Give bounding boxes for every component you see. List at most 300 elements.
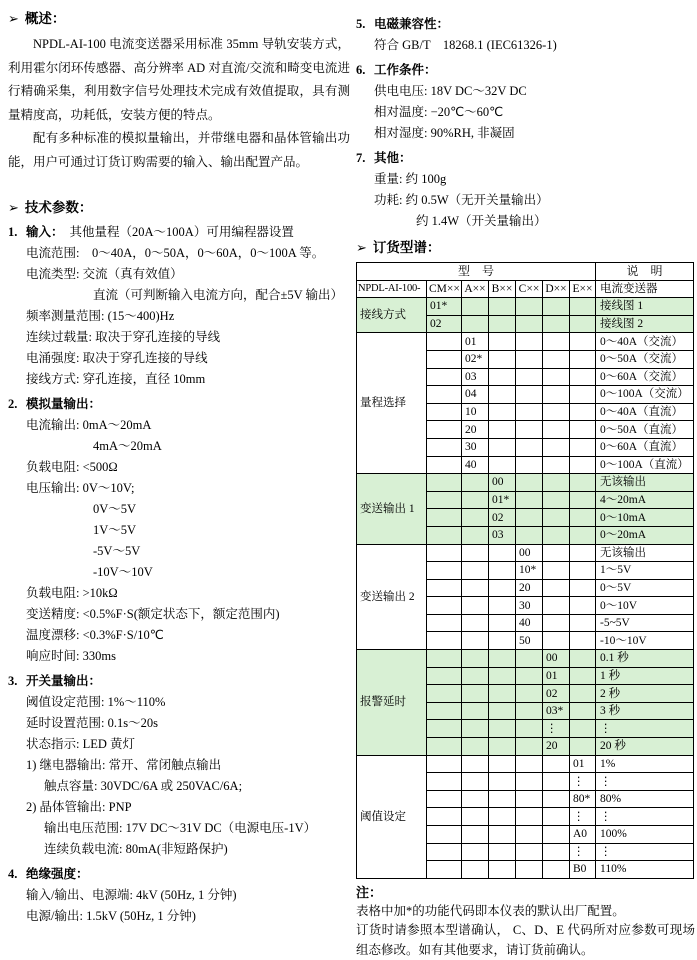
spec-section: [8, 394, 350, 667]
tech-params-title: 技术参数：: [24, 200, 93, 215]
order-empty-cell: [543, 315, 570, 333]
order-empty-cell: [489, 843, 516, 861]
order-empty-cell: [543, 456, 570, 474]
order-desc-cell: 0～50A（直流）: [596, 421, 694, 439]
order-empty-cell: [543, 826, 570, 844]
order-code-cell: 02: [489, 509, 516, 527]
spec-section-title: 绝缘强度：: [26, 867, 89, 881]
order-desc-cell: -10～10V: [596, 632, 694, 650]
order-desc-cell: 20 秒: [596, 738, 694, 756]
note-line: 订货时请参照本型谱确认， C、D、E 代码所对应参数可现场组态修改。如有其他要求，请订货前确认。: [356, 923, 695, 957]
order-empty-cell: [462, 667, 489, 685]
order-empty-cell: [516, 843, 543, 861]
spec-section-heading: [356, 14, 695, 35]
order-empty-cell: [516, 456, 543, 474]
order-desc-cell: ⋮: [596, 773, 694, 791]
order-empty-cell: [462, 526, 489, 544]
order-code-cell: 01: [570, 755, 596, 773]
spec-section-title: 输入：: [26, 225, 64, 239]
spec-section-heading: [356, 148, 695, 169]
order-desc-cell: 0～5V: [596, 579, 694, 597]
order-empty-cell: [543, 544, 570, 562]
order-empty-cell: [489, 773, 516, 791]
order-code-cell: 50: [516, 632, 543, 650]
spec-line: 触点容量: 30VDC/6A 或 250VAC/6A;: [44, 779, 243, 793]
order-empty-cell: [543, 632, 570, 650]
order-empty-cell: [462, 509, 489, 527]
spec-line: 功耗: 约 0.5W（无开关量输出）: [374, 193, 549, 207]
order-empty-cell: [427, 861, 462, 879]
order-code-cell: 10: [462, 403, 489, 421]
note-title: 注：: [356, 884, 383, 900]
spec-line: 阈值设定范围: 1%～110%: [26, 695, 166, 709]
spec-line: 1V～5V: [93, 523, 137, 537]
order-desc-cell: 无该输出: [596, 544, 694, 562]
order-empty-cell: [543, 614, 570, 632]
order-empty-cell: [427, 597, 462, 615]
spec-section-heading: [356, 60, 695, 81]
order-empty-cell: [570, 738, 596, 756]
order-empty-cell: [489, 702, 516, 720]
order-empty-cell: [427, 790, 462, 808]
order-empty-cell: [570, 298, 596, 316]
order-desc-cell: ⋮: [596, 720, 694, 738]
order-empty-cell: [543, 843, 570, 861]
order-empty-cell: [516, 421, 543, 439]
order-empty-cell: [462, 720, 489, 738]
order-empty-cell: [570, 544, 596, 562]
spec-section-number: 5.: [356, 17, 366, 31]
order-empty-cell: [516, 826, 543, 844]
order-header-desc: 说 明: [596, 263, 694, 281]
tech-params-heading: [8, 199, 350, 217]
order-code-cell: B0: [570, 861, 596, 879]
order-desc-cell: 0～10mA: [596, 509, 694, 527]
order-empty-cell: [489, 597, 516, 615]
order-empty-cell: [543, 597, 570, 615]
overview-heading: [8, 10, 350, 28]
order-code-cell: 30: [516, 597, 543, 615]
spec-line: 电压输出: 0V～10V;: [26, 481, 135, 495]
order-code-cell: 03*: [543, 702, 570, 720]
order-empty-cell: [516, 438, 543, 456]
order-empty-cell: [570, 562, 596, 580]
order-code-column-header: B××: [489, 280, 516, 298]
order-section-label: 变送输出 2: [357, 544, 427, 650]
order-empty-cell: [489, 790, 516, 808]
order-empty-cell: [543, 421, 570, 439]
order-model-prefix: NPDL-AI-100-: [357, 280, 427, 298]
order-option-row: [357, 333, 694, 351]
order-empty-cell: [516, 509, 543, 527]
spec-line: 4mA～20mA: [93, 439, 162, 453]
order-table-header-row: [357, 263, 694, 281]
order-empty-cell: [570, 386, 596, 404]
spec-section-title: 工作条件：: [374, 63, 437, 77]
right-spec-sections: [356, 14, 695, 232]
order-empty-cell: [427, 720, 462, 738]
order-empty-cell: [516, 738, 543, 756]
order-desc-cell: 110%: [596, 861, 694, 879]
order-empty-cell: [489, 421, 516, 439]
order-empty-cell: [462, 562, 489, 580]
order-empty-cell: [516, 403, 543, 421]
spec-line: 电流类型: 交流（真有效值）: [26, 267, 183, 281]
spec-section-suffix: 其他量程（20A～100A）可用编程器设置: [69, 225, 294, 239]
order-empty-cell: [427, 421, 462, 439]
order-section-label: 变送输出 1: [357, 474, 427, 544]
order-empty-cell: [570, 720, 596, 738]
order-guide-title: 订货型谱：: [372, 240, 441, 255]
order-empty-cell: [427, 738, 462, 756]
order-guide-heading: [356, 239, 695, 257]
order-code-cell: 02: [427, 315, 462, 333]
order-code-cell: 20: [462, 421, 489, 439]
spec-section: [8, 671, 350, 860]
order-empty-cell: [489, 438, 516, 456]
order-empty-cell: [489, 544, 516, 562]
order-empty-cell: [427, 368, 462, 386]
order-empty-cell: [570, 350, 596, 368]
order-empty-cell: [427, 773, 462, 791]
order-empty-cell: [516, 298, 543, 316]
order-empty-cell: [570, 333, 596, 351]
order-code-column-header: A××: [462, 280, 489, 298]
spec-section-title: 开关量输出：: [26, 674, 102, 688]
spec-section-title: 模拟量输出：: [26, 397, 102, 411]
order-model-table: [356, 262, 694, 879]
order-empty-cell: [462, 843, 489, 861]
order-code-column-header: E××: [570, 280, 596, 298]
order-empty-cell: [543, 386, 570, 404]
tech-spec-sections: [8, 222, 350, 927]
order-empty-cell: [543, 298, 570, 316]
order-empty-cell: [489, 861, 516, 879]
order-empty-cell: [489, 456, 516, 474]
spec-section-heading: [8, 394, 350, 415]
order-empty-cell: [570, 685, 596, 703]
order-empty-cell: [462, 808, 489, 826]
order-empty-cell: [427, 702, 462, 720]
spec-section-title: 其他：: [374, 151, 412, 165]
order-code-cell: ⋮: [570, 843, 596, 861]
order-empty-cell: [543, 579, 570, 597]
order-code-cell: 40: [462, 456, 489, 474]
order-desc-cell: 1 秒: [596, 667, 694, 685]
order-empty-cell: [489, 826, 516, 844]
order-empty-cell: [543, 350, 570, 368]
order-code-cell: 01: [462, 333, 489, 351]
order-desc-cell: 接线图 1: [596, 298, 694, 316]
order-empty-cell: [427, 843, 462, 861]
order-empty-cell: [427, 755, 462, 773]
order-empty-cell: [543, 526, 570, 544]
order-empty-cell: [543, 438, 570, 456]
spec-line: 相对湿度: 90%RH, 非凝固: [374, 126, 515, 140]
order-empty-cell: [427, 526, 462, 544]
order-model-row: [357, 280, 694, 298]
spec-section-heading: [8, 864, 350, 885]
order-empty-cell: [462, 632, 489, 650]
order-empty-cell: [427, 667, 462, 685]
order-option-row: [357, 544, 694, 562]
order-code-cell: 00: [543, 650, 570, 668]
order-empty-cell: [516, 667, 543, 685]
order-empty-cell: [570, 579, 596, 597]
order-empty-cell: [516, 474, 543, 492]
order-empty-cell: [516, 491, 543, 509]
order-section-label: 报警延时: [357, 650, 427, 756]
spec-line: 重量: 约 100g: [374, 172, 447, 186]
order-empty-cell: [543, 562, 570, 580]
order-empty-cell: [427, 579, 462, 597]
order-code-cell: 10*: [516, 562, 543, 580]
order-empty-cell: [570, 597, 596, 615]
spec-line: 电流输出: 0mA～20mA: [26, 418, 152, 432]
order-code-cell: 04: [462, 386, 489, 404]
order-empty-cell: [462, 474, 489, 492]
order-empty-cell: [489, 298, 516, 316]
spec-line: 状态指示: LED 黄灯: [26, 737, 136, 751]
spec-line: 频率测量范围: (15～400)Hz: [26, 309, 175, 323]
order-desc-cell: 2 秒: [596, 685, 694, 703]
order-empty-cell: [543, 403, 570, 421]
note-line: 表格中加*的功能代码即本仪表的默认出厂配置。: [356, 903, 625, 918]
spec-line: 电流范围: 0～40A，0～50A，0～60A，0～100A 等。: [26, 246, 325, 260]
order-desc-cell: 3 秒: [596, 702, 694, 720]
order-empty-cell: [427, 562, 462, 580]
order-empty-cell: [427, 491, 462, 509]
order-empty-cell: [570, 614, 596, 632]
order-empty-cell: [489, 685, 516, 703]
order-desc-cell: 4～20mA: [596, 491, 694, 509]
order-code-cell: 20: [516, 579, 543, 597]
spec-section-number: 7.: [356, 151, 366, 165]
order-desc-cell: 0～100A（直流）: [596, 456, 694, 474]
spec-section: [356, 148, 695, 232]
order-empty-cell: [462, 544, 489, 562]
order-option-row: [357, 298, 694, 316]
spec-section-number: 3.: [8, 674, 18, 688]
order-empty-cell: [516, 790, 543, 808]
order-empty-cell: [543, 491, 570, 509]
order-empty-cell: [427, 685, 462, 703]
order-empty-cell: [516, 315, 543, 333]
order-code-cell: 20: [543, 738, 570, 756]
order-desc-cell: 0～10V: [596, 597, 694, 615]
order-empty-cell: [489, 614, 516, 632]
spec-line: 接线方式: 穿孔连接，直径 10mm: [26, 372, 206, 386]
spec-line: 符合 GB/T 18268.1 (IEC61326-1): [374, 38, 557, 52]
order-empty-cell: [570, 368, 596, 386]
order-empty-cell: [543, 808, 570, 826]
order-option-row: [357, 474, 694, 492]
spec-line: 电源/输出: 1.5kV (50Hz, 1 分钟): [26, 909, 196, 923]
order-empty-cell: [427, 826, 462, 844]
order-empty-cell: [570, 526, 596, 544]
order-code-cell: 03: [462, 368, 489, 386]
order-empty-cell: [516, 702, 543, 720]
order-empty-cell: [570, 491, 596, 509]
spec-section: [8, 864, 350, 927]
order-empty-cell: [516, 808, 543, 826]
order-empty-cell: [427, 614, 462, 632]
order-code-cell: 02: [543, 685, 570, 703]
order-code-column-header: D××: [543, 280, 570, 298]
order-empty-cell: [489, 720, 516, 738]
order-empty-cell: [570, 438, 596, 456]
order-section-label: 量程选择: [357, 333, 427, 474]
spec-line: 输出电压范围: 17V DC～31V DC（电源电压-1V）: [44, 821, 317, 835]
order-code-cell: 02*: [462, 350, 489, 368]
spec-line: 相对温度: −20℃～60℃: [374, 105, 504, 119]
order-empty-cell: [543, 755, 570, 773]
order-desc-cell: 100%: [596, 826, 694, 844]
order-desc-cell: 0～40A（交流）: [596, 333, 694, 351]
order-empty-cell: [570, 315, 596, 333]
order-empty-cell: [489, 579, 516, 597]
order-empty-cell: [462, 755, 489, 773]
order-empty-cell: [427, 509, 462, 527]
order-header-model: 型 号: [357, 263, 596, 281]
order-desc-cell: 0～60A（直流）: [596, 438, 694, 456]
order-desc-cell: ⋮: [596, 843, 694, 861]
order-code-cell: 01: [543, 667, 570, 685]
order-section-label: 阈值设定: [357, 755, 427, 878]
spec-section-heading: [8, 671, 350, 692]
order-empty-cell: [427, 474, 462, 492]
order-empty-cell: [543, 861, 570, 879]
order-desc-cell: 80%: [596, 790, 694, 808]
spec-line: 变送精度: <0.5%F·S(额定状态下，额定范围内): [26, 607, 280, 621]
spec-line: 温度漂移: <0.3%F·S/10℃: [26, 628, 164, 642]
spec-line: 直流（可判断输入电流方向，配合±5V 输出）: [93, 288, 344, 302]
order-empty-cell: [570, 509, 596, 527]
order-empty-cell: [543, 773, 570, 791]
order-empty-cell: [516, 861, 543, 879]
spec-line: 供电电压: 18V DC～32V DC: [374, 84, 527, 98]
order-empty-cell: [516, 650, 543, 668]
order-desc-cell: 0～100A（交流）: [596, 386, 694, 404]
order-code-cell: 00: [489, 474, 516, 492]
order-empty-cell: [462, 702, 489, 720]
order-empty-cell: [516, 526, 543, 544]
order-empty-cell: [462, 861, 489, 879]
order-code-cell: 30: [462, 438, 489, 456]
order-empty-cell: [570, 667, 596, 685]
order-empty-cell: [489, 315, 516, 333]
order-desc-cell: 1～5V: [596, 562, 694, 580]
order-empty-cell: [489, 808, 516, 826]
order-empty-cell: [427, 403, 462, 421]
spec-line: 负载电阻: <500Ω: [26, 460, 118, 474]
spec-section: [8, 222, 350, 390]
left-column: [8, 10, 356, 960]
order-code-cell: ⋮: [570, 773, 596, 791]
right-column: [356, 10, 695, 960]
order-empty-cell: [489, 650, 516, 668]
spec-section-number: 6.: [356, 63, 366, 77]
order-desc-cell: 1%: [596, 755, 694, 773]
order-desc-cell: 0～40A（直流）: [596, 403, 694, 421]
order-empty-cell: [427, 333, 462, 351]
order-empty-cell: [516, 720, 543, 738]
order-empty-cell: [570, 456, 596, 474]
order-empty-cell: [570, 702, 596, 720]
order-model-desc: 电流变送器: [596, 280, 694, 298]
spec-line: 输入/输出、电源端: 4kV (50Hz, 1 分钟): [26, 888, 237, 902]
order-desc-cell: -5~5V: [596, 614, 694, 632]
order-empty-cell: [462, 579, 489, 597]
order-empty-cell: [543, 333, 570, 351]
spec-line: -5V～5V: [93, 544, 141, 558]
order-code-cell: ⋮: [570, 808, 596, 826]
arrow-bullet-icon: ➢: [8, 11, 19, 26]
order-empty-cell: [462, 685, 489, 703]
order-section-label: 接线方式: [357, 298, 427, 333]
arrow-bullet-icon: ➢: [8, 200, 19, 215]
order-empty-cell: [489, 350, 516, 368]
note-section: [356, 884, 695, 960]
order-empty-cell: [489, 333, 516, 351]
spec-section-title: 电磁兼容性：: [374, 17, 450, 31]
spec-section-number: 4.: [8, 867, 18, 881]
order-empty-cell: [489, 632, 516, 650]
spec-line: 响应时间: 330ms: [26, 649, 116, 663]
order-empty-cell: [570, 421, 596, 439]
overview-paragraph: NPDL-AI-100 电流变送器采用标准 35mm 导轨安装方式，利用霍尔闭环传感器、高分辨率 AD 对直流/交流和畸变电流进行精确采集，利用数字信号处理技术完成有效值提取，具有测量精度高，功耗低，安装方便的特点。: [8, 37, 350, 122]
spec-section-number: 2.: [8, 397, 18, 411]
order-empty-cell: [489, 755, 516, 773]
spec-line: 负载电阻: >10kΩ: [26, 586, 118, 600]
order-empty-cell: [489, 667, 516, 685]
order-empty-cell: [427, 650, 462, 668]
order-code-cell: A0: [570, 826, 596, 844]
spec-line: 连续过载量: 取决于穿孔连接的导线: [26, 330, 221, 344]
order-option-row: [357, 755, 694, 773]
order-empty-cell: [427, 632, 462, 650]
order-empty-cell: [462, 826, 489, 844]
order-empty-cell: [427, 808, 462, 826]
order-code-cell: 80*: [570, 790, 596, 808]
order-empty-cell: [462, 597, 489, 615]
order-desc-cell: 0.1 秒: [596, 650, 694, 668]
order-empty-cell: [516, 368, 543, 386]
spec-line: 连续负载电流: 80mA(非短路保护): [44, 842, 228, 856]
spec-section-number: 1.: [8, 225, 18, 239]
order-empty-cell: [427, 350, 462, 368]
order-option-row: [357, 650, 694, 668]
order-desc-cell: 接线图 2: [596, 315, 694, 333]
order-empty-cell: [462, 614, 489, 632]
order-empty-cell: [543, 474, 570, 492]
order-code-cell: 00: [516, 544, 543, 562]
order-empty-cell: [516, 350, 543, 368]
order-empty-cell: [427, 438, 462, 456]
order-empty-cell: [427, 456, 462, 474]
order-desc-cell: 无该输出: [596, 474, 694, 492]
order-empty-cell: [462, 773, 489, 791]
order-code-column-header: C××: [516, 280, 543, 298]
order-empty-cell: [570, 650, 596, 668]
order-desc-cell: 0～20mA: [596, 526, 694, 544]
order-empty-cell: [489, 562, 516, 580]
order-empty-cell: [427, 386, 462, 404]
order-empty-cell: [489, 386, 516, 404]
spec-line: 约 1.4W（开关量输出）: [416, 214, 547, 228]
order-empty-cell: [462, 790, 489, 808]
spec-line: 电涌强度: 取决于穿孔连接的导线: [26, 351, 208, 365]
